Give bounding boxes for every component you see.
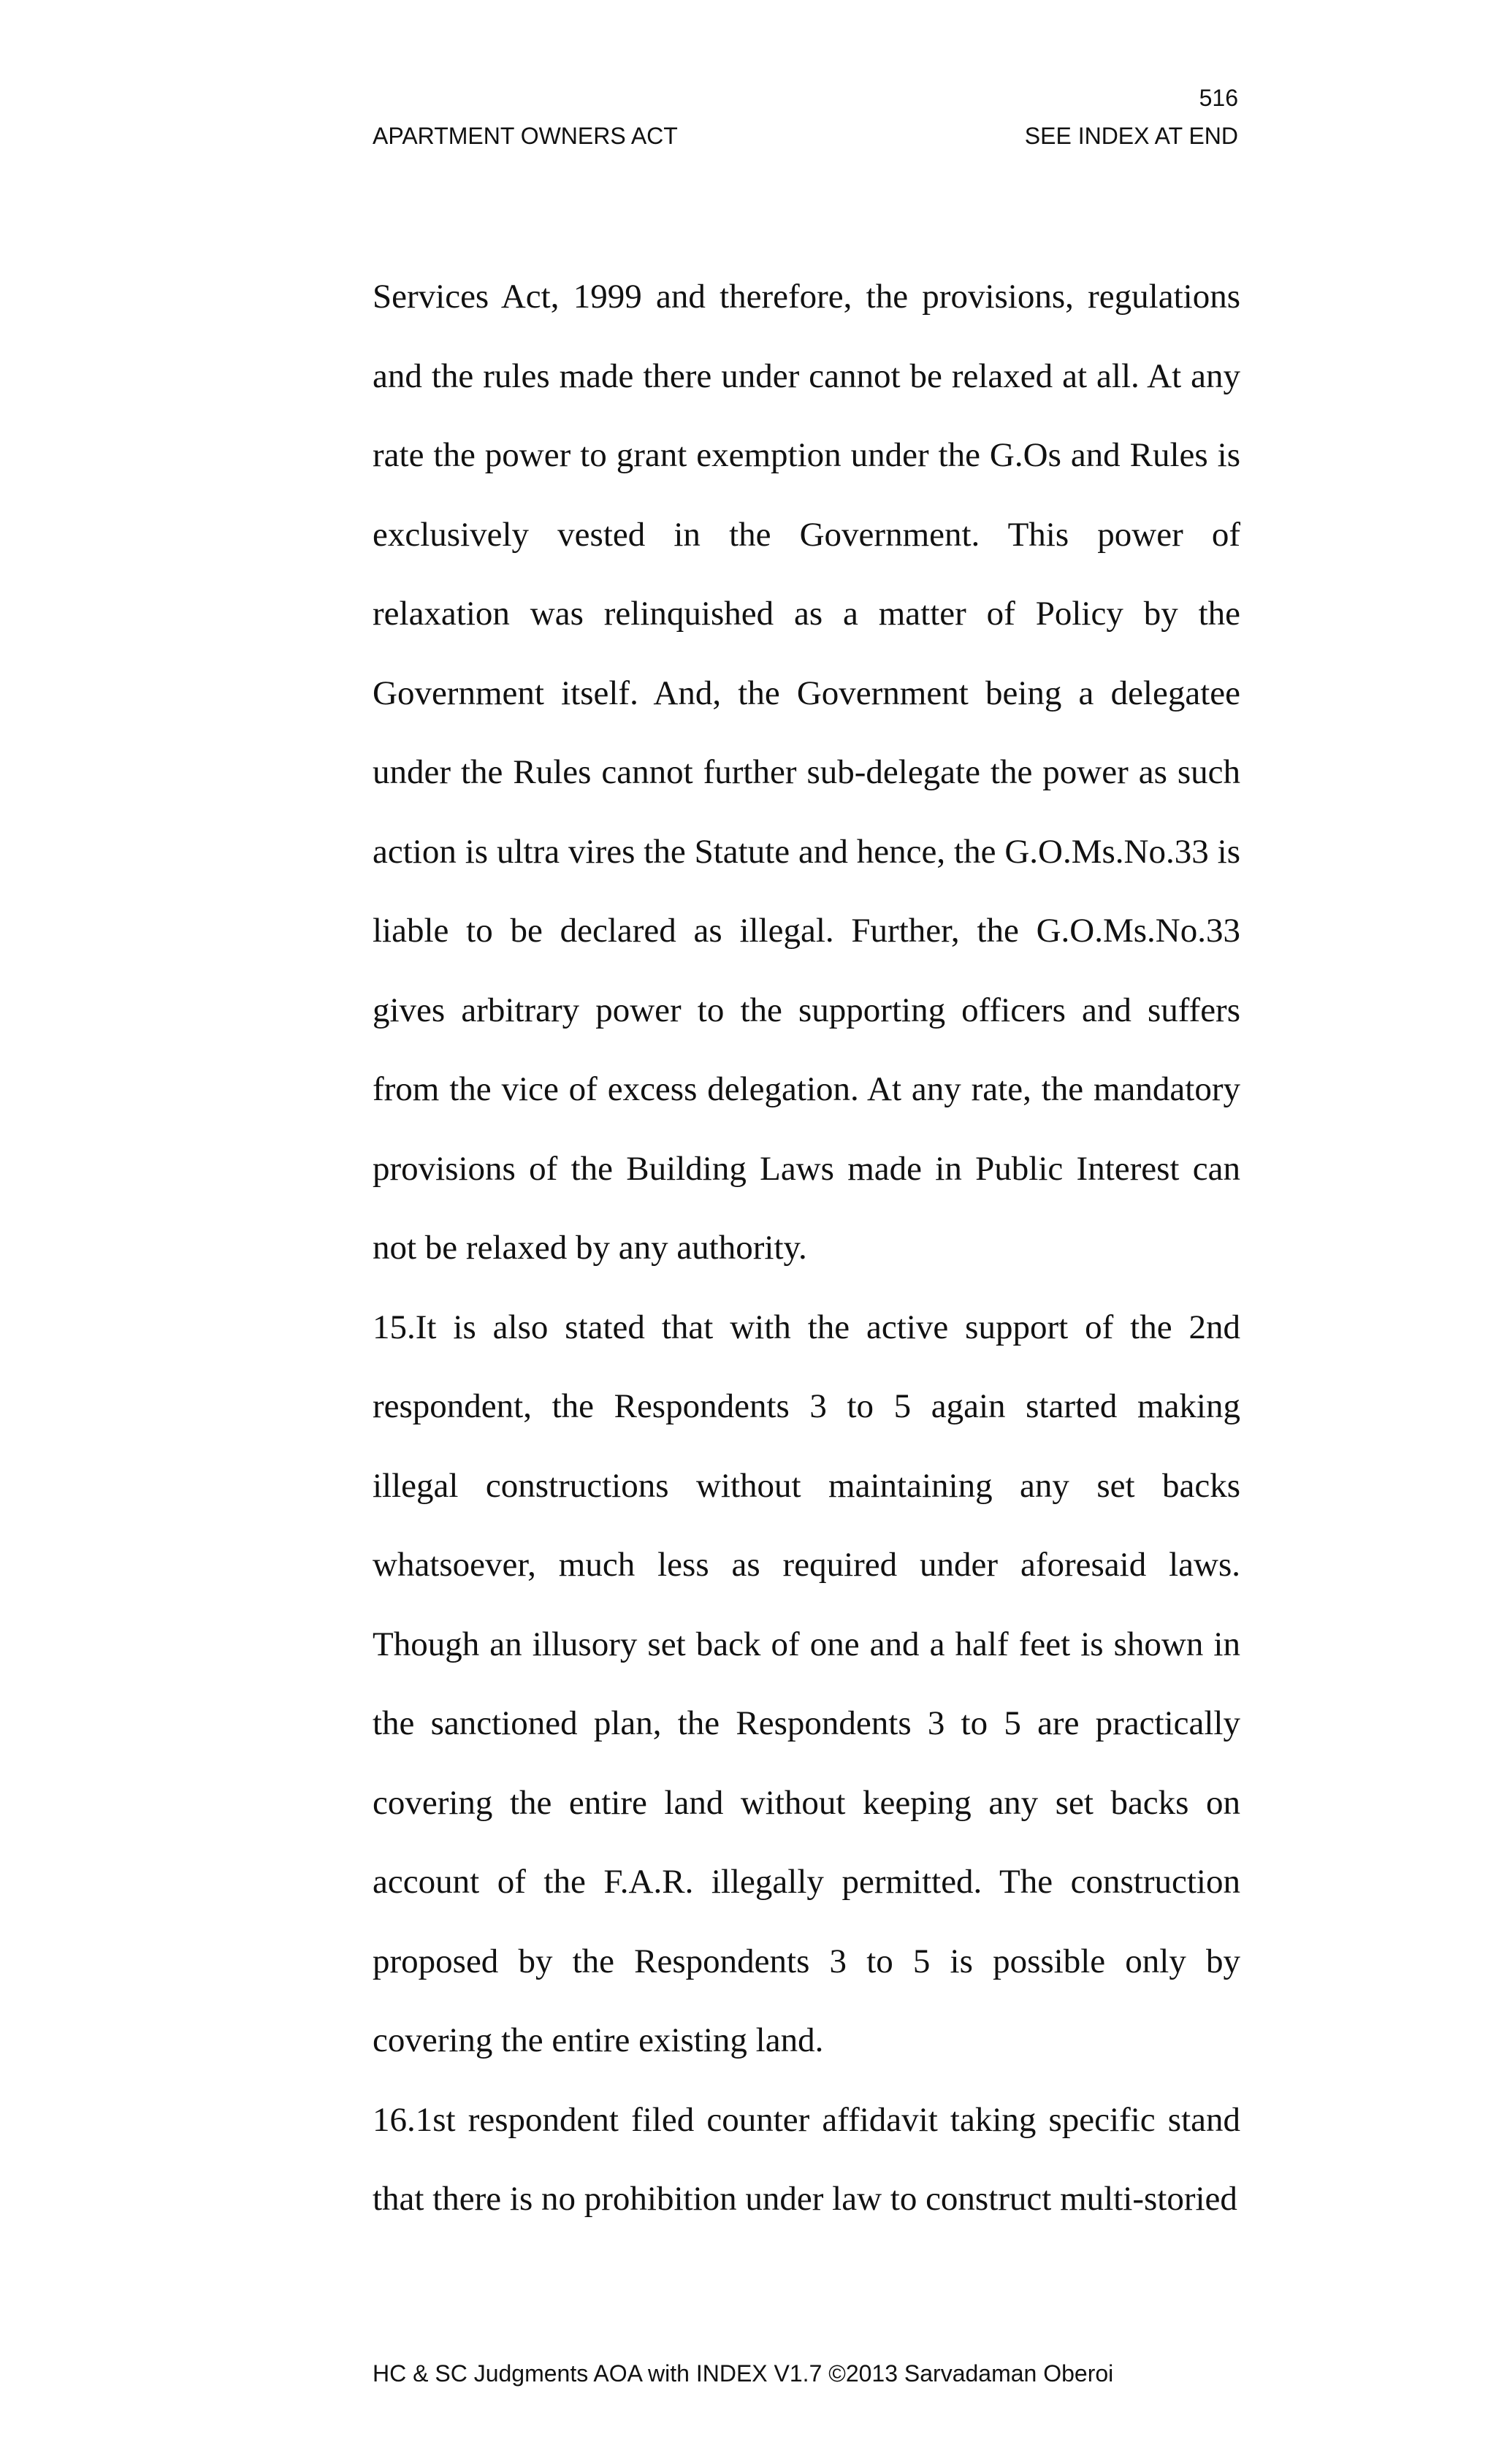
paragraph-16: 16.1st respondent filed counter affidavit taking specific stand that there is no prohibition under law to construct multi-storied: [373, 2100, 1240, 2218]
page-number: 516: [1199, 85, 1238, 111]
document-body: [373, 257, 1240, 2239]
page-footer: HC & SC Judgments AOA with INDEX V1.7 ©2013 Sarvadaman Oberoi: [373, 2360, 1114, 2387]
running-header-index-note: SEE INDEX AT END: [1024, 123, 1238, 149]
paragraph-continued: Services Act, 1999 and therefore, the provisions, regulations and the rules made there under cannot be relaxed at all. At any rate the power to grant exemption under the G.Os and Rules is exclusively vested in the Government. This power of relaxation was relinquished as a matter of Policy by the Government itself. And, the Government being a delegatee under the Rules cannot further sub-delegate the power as such action is ultra vires the Statute and hence, the G.O.Ms.No.33 is liable to be declared as illegal. Further, the G.O.Ms.No.33 gives arbitrary power to the supporting officers and suffers from the vice of excess delegation. At any rate, the mandatory provisions of the Building Laws made in Public Interest can not be relaxed by any authority.: [373, 278, 1240, 1267]
paragraph-15: 15.It is also stated that with the active support of the 2nd respondent, the Respondents 3 to 5 again started making illegal constructions without maintaining any set backs whatsoever, much less as required under aforesaid laws. Though an illusory set back of one and a half feet is shown in the sanctioned plan, the Respondents 3 to 5 are practically covering the entire land without keeping any set backs on account of the F.A.R. illegally permitted. The construction proposed by the Respondents 3 to 5 is possible only by covering the entire existing land.: [373, 1308, 1240, 2059]
running-header-title: APARTMENT OWNERS ACT: [373, 123, 678, 149]
